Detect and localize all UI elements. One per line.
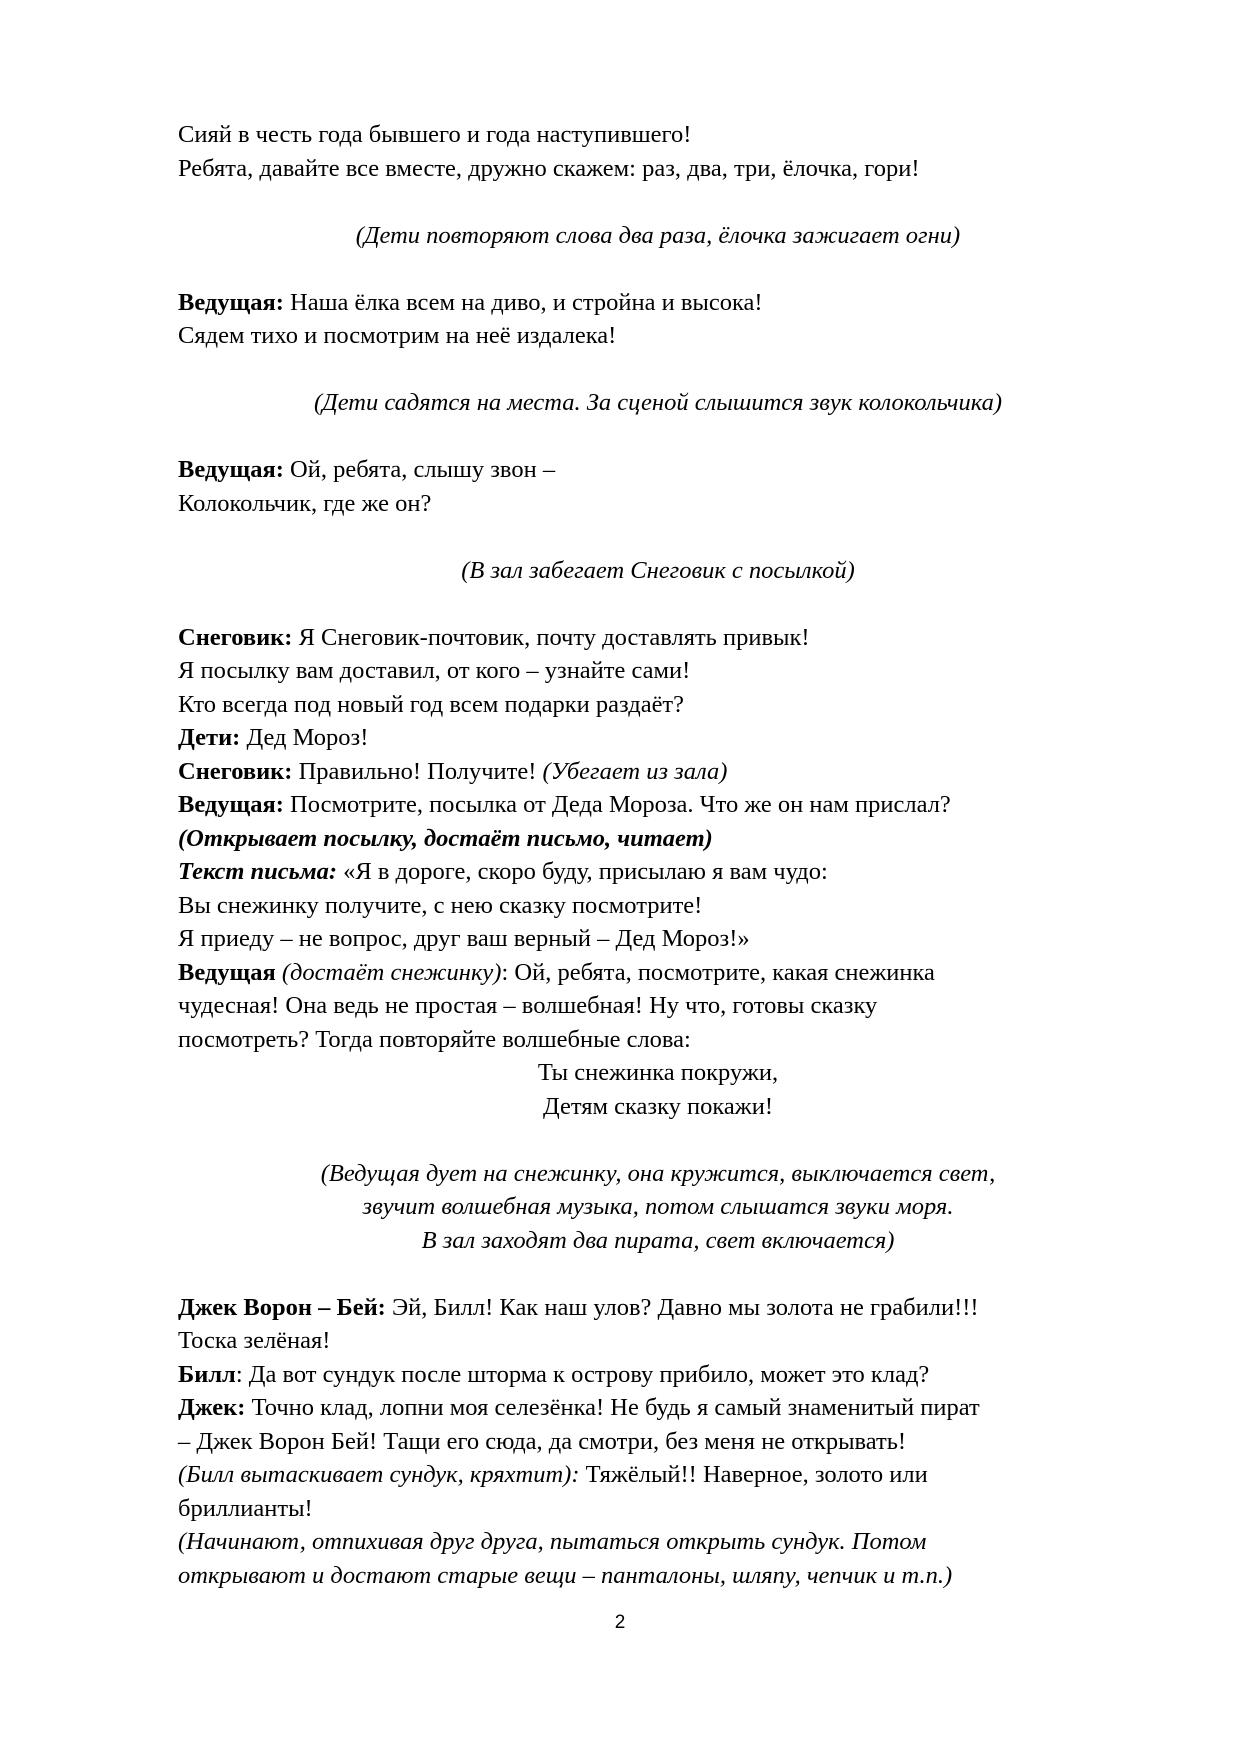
dialogue-text: Я Снеговик-почтовик, почту доставлять привык! (292, 623, 810, 651)
stage-direction: (Начинают, отпихивая друг друга, пытаться открыть сундук. Потом (178, 1528, 927, 1555)
dialogue-text: Наша ёлка всем на диво, и стройна и высока! (283, 288, 763, 316)
dialogue-line (178, 721, 1138, 755)
speaker-name: Ведущая: (178, 288, 284, 316)
verse-line: Ты снежинка покружи, (537, 1059, 779, 1086)
dialogue-line (178, 621, 1138, 655)
dialogue-text: Точно клад, лопни моя селезёнка! Не будь я самый знаменитый пират (245, 1394, 980, 1421)
verse-line: Детям сказку покажи! (542, 1092, 774, 1120)
dialogue-line (178, 1291, 1138, 1325)
text-line: Я посылку вам доставил, от кого – узнайте сами! (178, 657, 691, 684)
text-line: бриллианты! (178, 1494, 313, 1522)
dialogue-line (178, 956, 1138, 990)
speaker-name: Ведущая: (178, 791, 284, 818)
speaker-name: Ведущая (178, 958, 276, 986)
dialogue-line (178, 1391, 1138, 1425)
speaker-name: Билл (178, 1360, 236, 1388)
dialogue-text: : Ой, ребята, посмотрите, какая снежинка (501, 958, 935, 986)
dialogue-line (178, 788, 1138, 822)
text-line: Я приеду – не вопрос, друг ваш верный – Дед Мороз!» (178, 925, 750, 952)
dialogue-text: Посмотрите, посылка от Деда Мороза. Что же он нам прислал? (283, 791, 951, 818)
stage-direction: открывают и достают старые вещи – панталоны, шляпу, чепчик и т.п.) (178, 1561, 953, 1589)
dialogue-text: Ой, ребята, слышу звон – (283, 456, 556, 483)
dialogue-text: : Да вот сундук после шторма к острову прибило, может это клад? (235, 1360, 930, 1388)
dialogue-line (178, 855, 1138, 889)
script-page (178, 118, 1138, 1592)
speaker-name: Ведущая: (178, 456, 284, 483)
text-line: чудесная! Она ведь не простая – волшебная! Ну что, готовы сказку (178, 992, 878, 1019)
stage-direction: (Ведущая дует на снежинку, она кружится, выключается свет, (320, 1159, 996, 1187)
inline-direction: (Билл вытаскивает сундук, кряхтит): (178, 1461, 580, 1488)
dialogue-text: «Я в дороге, скоро буду, присылаю я вам чудо: (337, 858, 828, 885)
speaker-name: Джек Ворон – Бей: (178, 1293, 386, 1321)
speaker-name: Джек: (178, 1394, 246, 1421)
dialogue-text: Дед Мороз! (240, 724, 369, 751)
stage-direction: (В зал забегает Снеговик с посылкой) (461, 556, 855, 584)
dialogue-text: Правильно! Получите! (292, 757, 543, 785)
stage-direction: В зал заходят два пирата, свет включается) (421, 1226, 895, 1254)
inline-direction: (достаёт снежинку) (275, 958, 502, 986)
dialogue-line (178, 755, 1138, 789)
inline-direction: (Открывает посылку, достаёт письмо, читает) (178, 824, 713, 852)
stage-direction: звучит волшебная музыка, потом слышатся звуки моря. (362, 1193, 954, 1220)
stage-direction: (Дети садятся на места. За сценой слышится звук колокольчика) (314, 389, 1002, 416)
text-line: Колокольчик, где же он? (178, 489, 432, 517)
text-line: Ребята, давайте все вместе, дружно скажем: раз, два, три, ёлочка, гори! (178, 154, 920, 182)
dialogue-line (178, 1358, 1138, 1392)
speaker-name: Снеговик: (178, 623, 293, 651)
dialogue-text: Эй, Билл! Как наш улов? Давно мы золота не грабили!!! (385, 1293, 979, 1321)
speaker-name: Текст письма: (178, 858, 338, 885)
stage-direction: (Дети повторяют слова два раза, ёлочка зажигает огни) (355, 221, 961, 249)
page-number: 2 (614, 1612, 626, 1633)
speaker-name: Снеговик: (178, 757, 293, 785)
text-line: Кто всегда под новый год всем подарки раздаёт? (178, 690, 685, 718)
dialogue-text: Тяжёлый!! Наверное, золото или (579, 1461, 928, 1488)
speaker-name: Дети: (178, 724, 241, 751)
text-line: Вы снежинку получите, с нею сказку посмотрите! (178, 891, 703, 919)
text-line: Тоска зелёная! (178, 1327, 331, 1354)
inline-direction: (Убегает из зала) (542, 757, 728, 785)
dialogue-line (178, 453, 1138, 487)
text-line: – Джек Ворон Бей! Тащи его сюда, да смотри, без меня не открывать! (178, 1427, 907, 1455)
text-line: Сядем тихо и посмотрим на неё издалека! (178, 322, 617, 349)
dialogue-line (178, 1458, 1138, 1492)
text-line: посмотреть? Тогда повторяйте волшебные слова: (178, 1025, 691, 1053)
dialogue-line (178, 286, 1138, 320)
text-line: Сияй в честь года бывшего и года наступившего! (178, 121, 692, 148)
